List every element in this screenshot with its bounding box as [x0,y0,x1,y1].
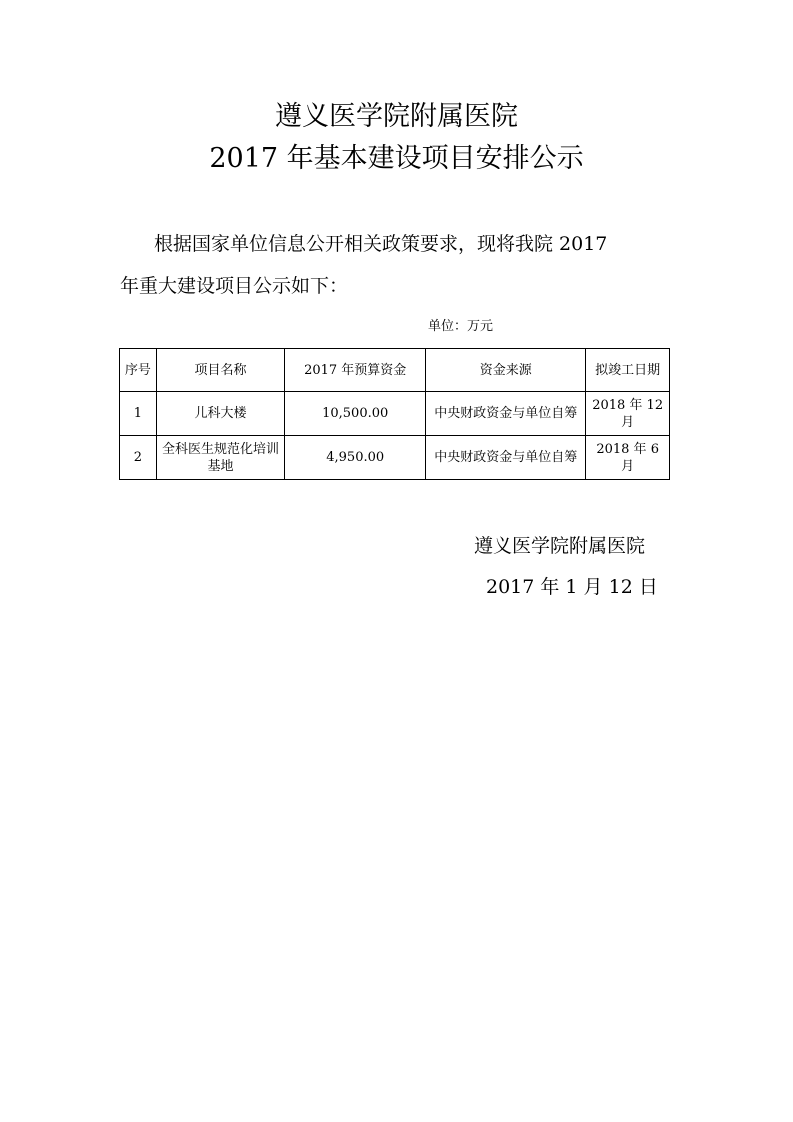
header-fund-source: 资金来源 [426,349,586,392]
table-row [120,436,670,480]
cell-project-name: 儿科大楼 [156,392,285,436]
cell-fund-source: 中央财政资金与单位自筹 [426,436,586,480]
cell-index: 1 [120,392,157,436]
intro-paragraph-line-2: 年重大建设项目公示如下： [120,275,349,297]
signature-date: 2017 年 1 月 12 日 [486,576,658,598]
cell-completion-date: 2018 年 6 月 [586,436,670,480]
projects-table [119,348,670,480]
signature-organization: 遵义医学院附属医院 [474,535,646,557]
header-completion-date: 拟竣工日期 [586,349,670,392]
header-budget: 2017 年预算资金 [285,349,426,392]
cell-fund-source: 中央财政资金与单位自筹 [426,392,586,436]
intro-paragraph-line-1: 根据国家单位信息公开相关政策要求，现将我院 2017 [154,233,608,255]
header-index: 序号 [120,349,157,392]
cell-index: 2 [120,436,157,480]
document-subtitle: 2017 年基本建设项目安排公示 [209,143,584,174]
cell-project-name: 全科医生规范化培训基地 [156,436,285,480]
header-project-name: 项目名称 [156,349,285,392]
cell-budget: 4,950.00 [285,436,426,480]
unit-note: 单位：万元 [428,319,494,334]
table-row [120,392,670,436]
table-header-row [120,349,670,392]
cell-completion-date: 2018 年 12 月 [586,392,670,436]
document-title: 遵义医学院附属医院 [275,101,518,132]
cell-budget: 10,500.00 [285,392,426,436]
